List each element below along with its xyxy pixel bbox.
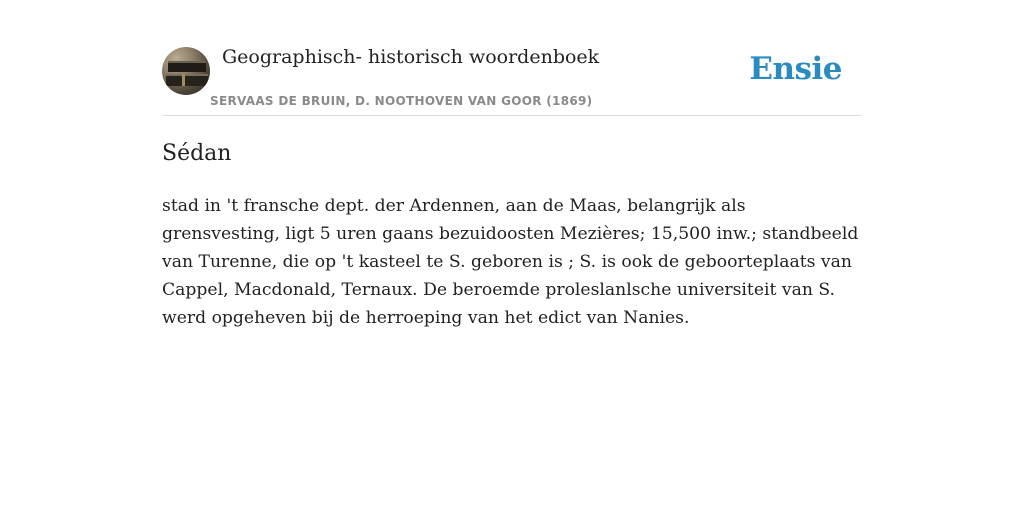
dictionary-authors: SERVAAS DE BRUIN, D. NOOTHOVEN VAN GOOR (1869) <box>210 94 593 108</box>
ensie-logo[interactable]: Ensie <box>749 51 842 87</box>
book-spine-top <box>168 61 206 72</box>
dictionary-title[interactable]: Geographisch- historisch woordenboek <box>222 46 600 68</box>
entry-definition: stad in 't fransche dept. der Ardennen, aan de Maas, belangrijk als grensvesting, ligt 5 uren gaans bezuidoosten Mezières; 15,500 inw.; standbeeld van Turenne, die op 't kasteel te S. geboren is ; S. is ook de geboorteplaats van Cappel, Macdonald, Ternaux. De beroemde proleslanlsche universiteit van S. werd opgeheven bij de herroeping van het edict van Nanies. <box>162 196 859 328</box>
book-spine-bottom <box>166 74 208 86</box>
entry-headword: Sédan <box>162 141 232 166</box>
page-container <box>162 0 862 328</box>
book-band <box>182 74 185 86</box>
book-cover-icon[interactable] <box>162 47 210 95</box>
page-header <box>162 0 862 116</box>
